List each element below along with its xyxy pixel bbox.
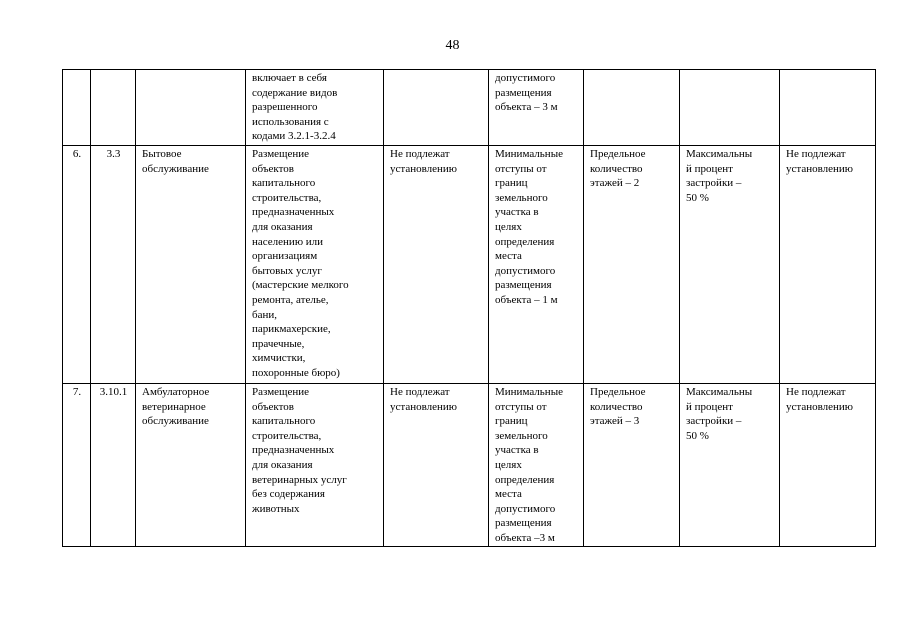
parameter-cell: Не подлежат установлению [384,384,489,547]
floors-cell: Предельное количество этажей – 3 [584,384,680,547]
use-description: Размещение объектов капитального строительства, предназначенных для оказания ветеринарных услуг без содержания животных [246,384,384,547]
table-row [63,146,876,384]
coverage-cell [680,70,780,146]
row-number: 7. [63,384,91,547]
use-code [91,70,136,146]
regulations-table [62,69,876,547]
setback-cell: допустимого размещения объекта – 3 м [489,70,584,146]
floors-cell: Предельное количество этажей – 2 [584,146,680,384]
parameter-cell: Не подлежат установлению [384,146,489,384]
setback-cell: Минимальные отступы от границ земельного участка в целях определения места допустимого размещения объекта –3 м [489,384,584,547]
use-description: Размещение объектов капитального строительства, предназначенных для оказания населению или организациям бытовых услуг (мастерские мелкого ремонта, ателье, бани, парикмахерские, прачечные, химчистки, похоронные бюро) [246,146,384,384]
parameter-cell [780,70,876,146]
row-number: 6. [63,146,91,384]
setback-cell: Минимальные отступы от границ земельного участка в целях определения места допустимого размещения объекта – 1 м [489,146,584,384]
parameter-cell: Не подлежат установлению [780,146,876,384]
use-name: Амбулаторное ветеринарное обслуживание [136,384,246,547]
coverage-cell: Максимальны й процент застройки – 50 % [680,146,780,384]
table-row [63,70,876,146]
floors-cell [584,70,680,146]
parameter-cell: Не подлежат установлению [780,384,876,547]
row-number [63,70,91,146]
table-row [63,384,876,547]
use-name: Бытовое обслуживание [136,146,246,384]
use-code: 3.10.1 [91,384,136,547]
page-number: 48 [445,38,460,53]
coverage-cell: Максимальны й процент застройки – 50 % [680,384,780,547]
use-description: включает в себя содержание видов разрешенного использования с кодами 3.2.1-3.2.4 [246,70,384,146]
parameter-cell [384,70,489,146]
use-code: 3.3 [91,146,136,384]
use-name [136,70,246,146]
